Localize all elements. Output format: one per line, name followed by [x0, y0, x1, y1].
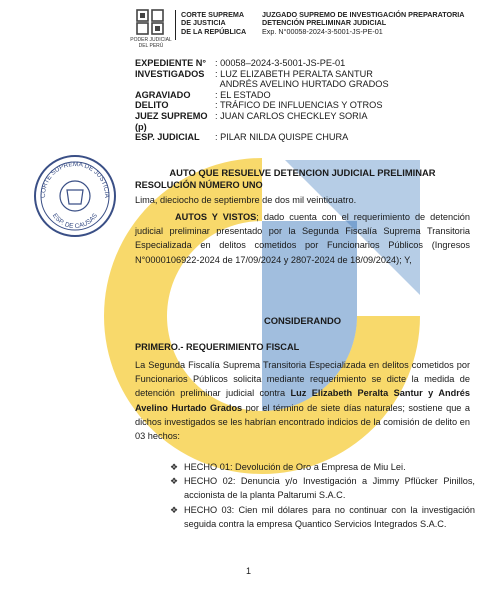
juzgado-heading [262, 11, 464, 36]
svg-text:ESP. DE CAUSAS: ESP. DE CAUSAS [50, 212, 100, 231]
info-row [135, 90, 389, 101]
case-info [135, 58, 389, 143]
bullet-icon: ❖ [170, 462, 179, 472]
svg-text:CORTE SUPREMA DE JUSTICIA: CORTE SUPREMA DE JUSTICIA [39, 160, 111, 198]
logo-caption [128, 37, 174, 49]
info-value: ANDRÉS AVELINO HURTADO GRADOS [215, 79, 389, 90]
document-title: AUTO QUE RESUELVE DETENCION JUDICIAL PRELIMINAR [169, 167, 436, 178]
info-value: : PILAR NILDA QUISPE CHURA [215, 132, 349, 143]
juzgado-line1: JUZGADO SUPREMO DE INVESTIGACIÓN PREPARATORIA [262, 10, 465, 19]
corte-line2: DE JUSTICIA [181, 18, 226, 28]
requerimiento-paragraph [135, 358, 470, 443]
hechos-list [170, 460, 475, 531]
investigados-names: Luz Elizabeth Peralta Santur y Andrés Avelino Hurtado Grados [135, 388, 470, 413]
primero-heading: PRIMERO.- REQUERIMIENTO FISCAL [135, 342, 300, 352]
info-row [135, 79, 389, 90]
page-number: 1 [245, 566, 251, 576]
list-item [170, 503, 475, 531]
logo-caption-line2: DEL PERÚ [138, 43, 164, 49]
info-row [135, 58, 389, 69]
court-seal-stamp [31, 152, 119, 240]
autos-text: ; dado cuenta con el requerimiento de detención judicial preliminar presentado por la Segunda Fiscalía Suprema Transitoria Especializada en delitos cometidos por Funcionarios Públicos (Ingresos N°0000106922-2024 de 17/09/2024 y 2807-2024 de 18/09/2024); Y, [135, 212, 470, 265]
bullet-icon: ❖ [170, 476, 179, 487]
considerando-heading: CONSIDERANDO [263, 315, 342, 326]
corte-line3: DE LA REPÚBLICA [181, 26, 247, 36]
expediente-number: Exp. N°00058-2024-3-5001-JS-PE-01 [262, 26, 383, 36]
hecho-text: HECHO 02: Denuncia y/o Investigación a Jimmy Pflücker Pinillos, accionista de la planta Paltarumi S.A.C. [184, 476, 475, 501]
autos-lead: AUTOS Y VISTOS [175, 212, 257, 222]
corte-suprema-heading [181, 11, 246, 36]
header-divider [175, 10, 176, 40]
info-value: : TRÁFICO DE INFLUENCIAS Y OTROS [215, 100, 383, 111]
info-value: : 00058–2024-3-5001-JS-PE-01 [215, 58, 346, 68]
info-row [135, 132, 389, 143]
hecho-text: HECHO 01: Devolución de Oro a Empresa de Miu Lei. [184, 462, 406, 472]
info-key: EXPEDIENTE N° [135, 58, 207, 68]
juzgado-line2: DETENCIÓN PRELIMINAR JUDICIAL [262, 18, 387, 28]
list-item [170, 460, 475, 474]
info-value: : LUZ ELIZABETH PERALTA SANTUR [215, 68, 373, 79]
info-value: : JUAN CARLOS CHECKLEY SORIA [215, 110, 368, 121]
info-value: : EL ESTADO [215, 89, 271, 100]
autos-paragraph [135, 210, 470, 267]
corte-line1: CORTE SUPREMA [181, 10, 245, 19]
date-line: Lima, dieciocho de septiembre de dos mil veinticuatro. [135, 195, 357, 205]
req-text-1: La Segunda Fiscalía Suprema Transitoria Especializada en delitos cometidos por Funcionarios Públicos solicita mediante requerimiento se dicte la medida de detención preliminar judicial contra [135, 360, 470, 399]
info-row [135, 100, 389, 111]
info-key: DELITO [135, 100, 169, 111]
logo-caption-line1: PODER JUDICIAL [130, 37, 172, 43]
req-text-2: por el término de siete días naturales; sostiene que a dichos investigados se les habrían encontrado indicios de la comisión de delito en 03 hechos: [135, 402, 470, 442]
info-key: INVESTIGADOS [135, 68, 205, 79]
poder-judicial-logo-icon [136, 9, 164, 35]
bullet-icon: ❖ [170, 504, 179, 515]
info-key: AGRAVIADO [135, 89, 191, 100]
info-key [135, 79, 215, 90]
hecho-text: HECHO 03: Cien mil dólares para no continuar con la investigación seguida contra la empresa Quantico Servicios Integrados S.A.C. [184, 504, 475, 529]
info-key: JUEZ SUPREMO (p) [135, 110, 208, 132]
info-row [135, 111, 389, 132]
list-item [170, 474, 475, 502]
info-key: ESP. JUDICIAL [135, 132, 200, 143]
resolution-number: RESOLUCIÓN NÚMERO UNO [135, 180, 263, 190]
info-row [135, 69, 389, 80]
